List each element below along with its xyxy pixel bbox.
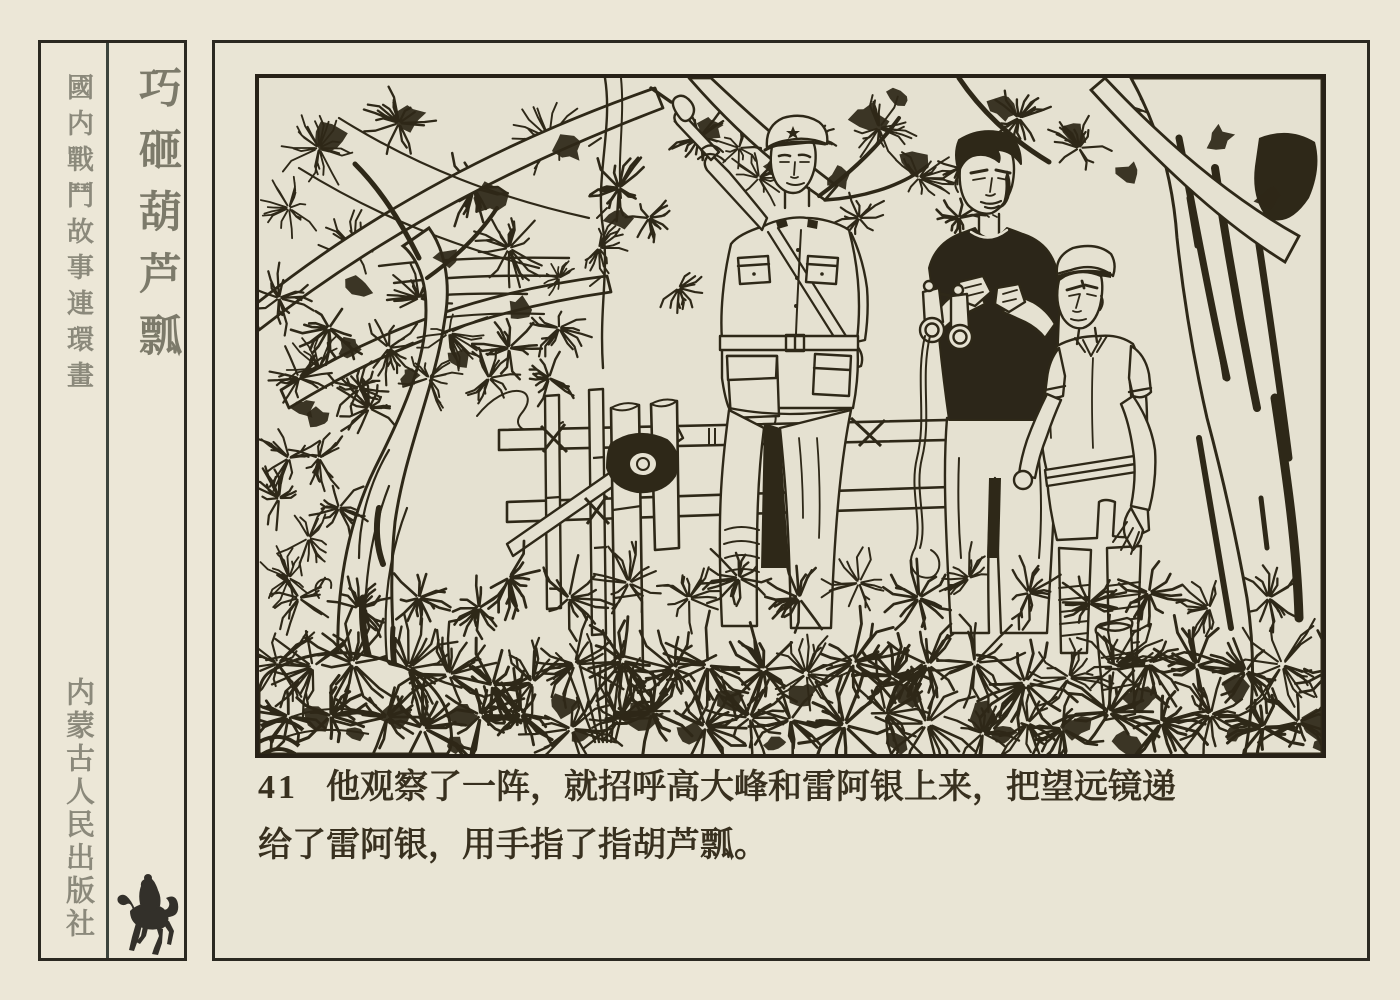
panel-number: 41 (258, 769, 298, 806)
illustration-frame (255, 74, 1326, 758)
series-title: 國内戰鬥故事連環畫 (63, 73, 93, 397)
main-panel (212, 40, 1370, 961)
caption-line-2: 给了雷阿银，用手指了指胡芦瓢。 (258, 827, 768, 864)
horse-rider-icon (115, 873, 181, 957)
publisher-name: 内蒙古人民出版社 (62, 677, 94, 941)
book-title: 巧砸葫芦瓢 (133, 65, 180, 375)
illustration-svg (259, 78, 1322, 754)
caption-line-1: 41 他观察了一阵，就招呼高大峰和雷阿银上来，把望远镜递 (258, 769, 1176, 806)
caption-text (258, 759, 1350, 875)
sidebar-frame (38, 40, 187, 961)
sidebar-divider (106, 43, 109, 958)
